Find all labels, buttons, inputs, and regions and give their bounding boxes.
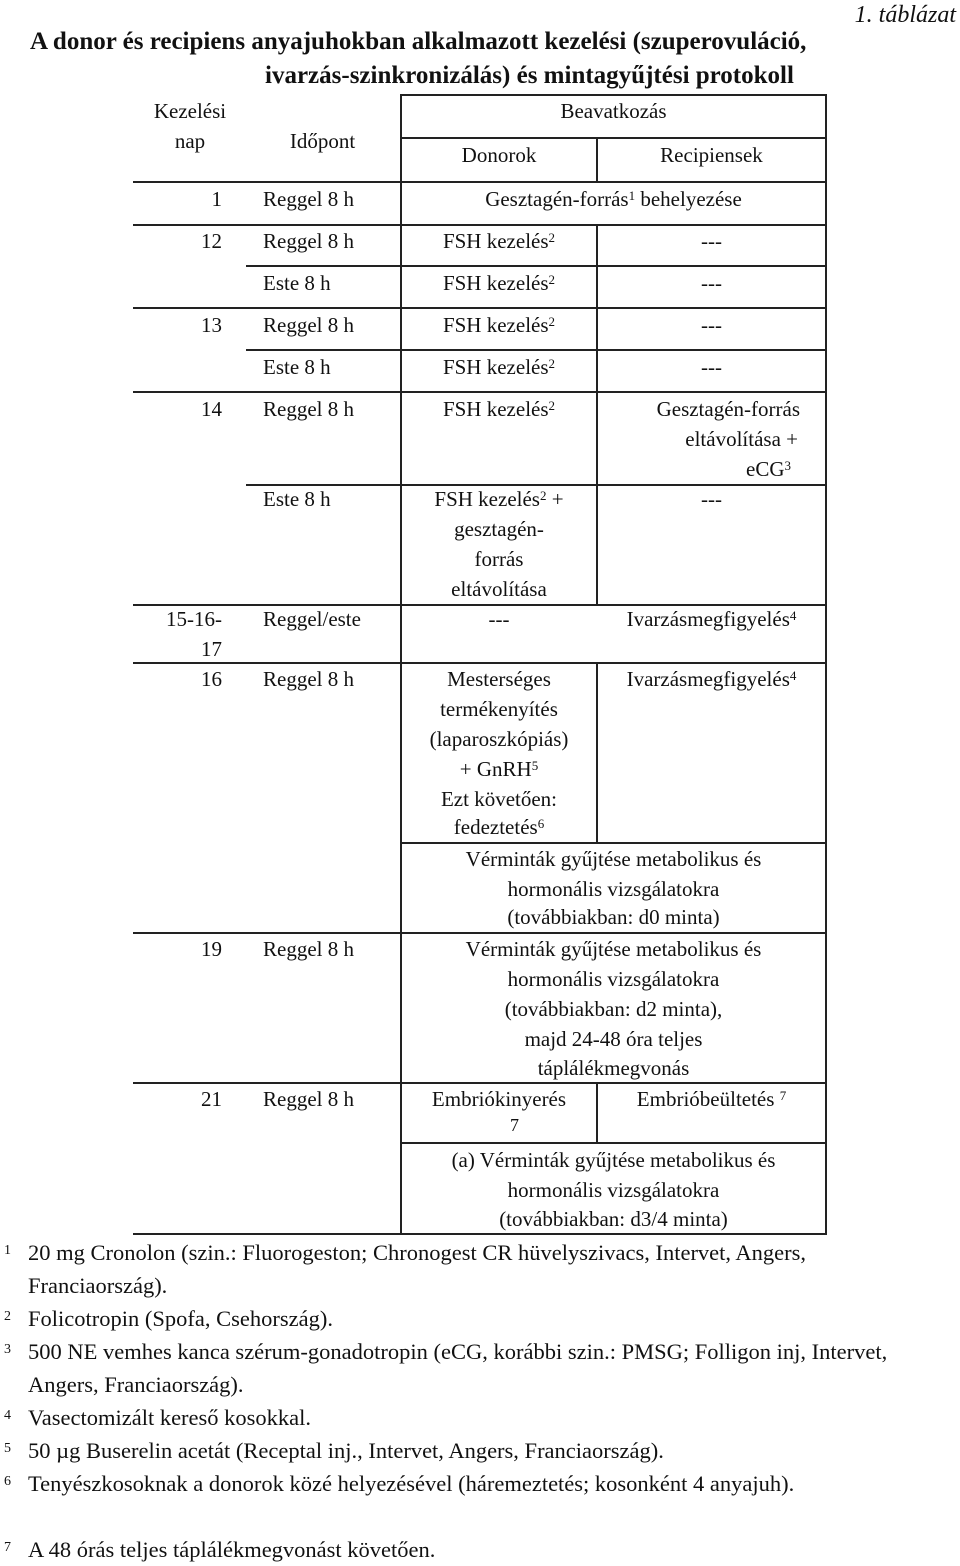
row10-line1: Vérminták gyűjtése metabolikus és	[465, 847, 762, 871]
row11-line3: (továbbiakban: d2 minta),	[504, 997, 723, 1021]
row10-line2: hormonális vizsgálatokra	[507, 877, 720, 901]
row11-line2: hormonális vizsgálatokra	[507, 967, 720, 991]
row7-time: Este 8 h	[263, 487, 331, 511]
row3-donor: FSH kezelés$^2$	[442, 271, 556, 295]
header-time: Időpont	[289, 129, 356, 153]
row7-donor-line1: FSH kezelés$^2$ +	[434, 487, 564, 511]
footnote-1: 1 20 mg Cronolon (szin.: Fluorogeston; Chronogest CR hüvelyszivacs, Intervet, Angers, Franciaország).	[4, 1240, 807, 1298]
row12-time: Reggel 8 h	[263, 1087, 354, 1111]
table-title-line2: ivarzás-szinkronizálás) és mintagyűjtési protokoll	[265, 62, 794, 89]
row4-day: 13	[201, 313, 222, 337]
row6-recipient-line1: Gesztagén-forrás	[656, 397, 800, 421]
row9-donor-line3: (laparoszkópiás)	[429, 727, 569, 751]
footnote-6: 6 Tenyészkosoknak a donorok közé helyezésével (háremeztetés; kosonként 4 anyajuh).	[4, 1471, 795, 1496]
table-title-line1: A donor és recipiens anyajuhokban alkalmazott kezelési (szuperovuláció,	[30, 28, 807, 55]
row8-day-line1: 15-16-	[166, 607, 222, 631]
row6-donor: FSH kezelés$^2$	[442, 397, 556, 421]
row4-time: Reggel 8 h	[263, 313, 354, 337]
row13-line3: (továbbiakban: d3/4 minta)	[499, 1207, 728, 1231]
row13-line1: (a) Vérminták gyűjtése metabolikus és	[451, 1148, 776, 1172]
row1-intervention: Gesztagén-forrás$^1$ behelyezése	[485, 187, 742, 211]
row8-time: Reggel/este	[263, 607, 361, 631]
row5-time: Este 8 h	[263, 355, 331, 379]
row11-line4: majd 24-48 óra teljes	[524, 1027, 703, 1051]
row6-recipient-line2: eltávolítása +	[685, 427, 798, 451]
row9-donor-line1: Mesterséges	[447, 667, 551, 691]
footnote-3: 3 500 NE vemhes kanca szérum-gonadotropin (eCG, korábbi szin.: PMSG; Folligon inj, Intervet, Angers, Franciaország).	[4, 1339, 888, 1397]
footnote-2: 2 Folicotropin (Spofa, Csehország).	[4, 1306, 333, 1331]
row7-donor-line2: gesztagén-	[454, 517, 544, 541]
row11-line1: Vérminták gyűjtése metabolikus és	[465, 937, 762, 961]
row7-donor-line4: eltávolítása	[451, 577, 547, 601]
row11-day: 19	[201, 937, 222, 961]
footnote-7: 7 A 48 órás teljes táplálékmegvonást követően.	[4, 1537, 436, 1562]
header-day-line2: nap	[174, 129, 206, 153]
row3-recipient: ---	[701, 271, 722, 295]
row13-line2: hormonális vizsgálatokra	[507, 1178, 720, 1202]
row6-day: 14	[201, 397, 222, 421]
row8-donor: ---	[488, 607, 510, 631]
row3-time: Este 8 h	[263, 271, 331, 295]
row1-day: 1	[211, 187, 222, 211]
row4-donor: FSH kezelés$^2$	[442, 313, 556, 337]
footnote-5: 5 50 µg Buserelin acetát (Receptal inj., Intervet, Angers, Franciaország).	[4, 1438, 664, 1463]
row8-day-line2: 17	[201, 637, 222, 661]
row9-donor-line4: + GnRH$^5$	[459, 757, 539, 781]
row9-day: 16	[201, 667, 222, 691]
row11-time: Reggel 8 h	[263, 937, 354, 961]
row6-recipient-line3: eCG$^3$	[746, 457, 791, 481]
row9-donor-line5: Ezt követően:	[440, 787, 558, 811]
row7-donor-line3: forrás	[474, 547, 524, 571]
row1-time: Reggel 8 h	[263, 187, 354, 211]
header-donors: Donorok	[461, 143, 537, 167]
row11-line5: táplálékmegvonás	[537, 1056, 690, 1080]
header-day-line1: Kezelési	[153, 99, 227, 123]
row7-recipient: ---	[701, 487, 722, 511]
row12-donor-line2: 7	[510, 1115, 519, 1135]
row2-day: 12	[201, 229, 222, 253]
row6-time: Reggel 8 h	[263, 397, 354, 421]
header-recipients: Recipiensek	[660, 143, 763, 167]
row9-donor-line6: fedeztetés$^6$	[453, 815, 545, 839]
footnote-4: 4 Vasectomizált kereső kosokkal.	[4, 1405, 312, 1430]
row8-recipient: Ivarzásmegfigyelés$^4$	[626, 607, 797, 631]
row9-time: Reggel 8 h	[263, 667, 354, 691]
header-intervention: Beavatkozás	[560, 99, 667, 123]
row5-donor: FSH kezelés$^2$	[442, 355, 556, 379]
row5-recipient: ---	[701, 355, 722, 379]
row9-donor-line2: termékenyítés	[440, 697, 558, 721]
row12-recipient: Embrióbeültetés $^7$	[636, 1087, 787, 1111]
row2-recipient: ---	[701, 229, 722, 253]
row2-time: Reggel 8 h	[263, 229, 354, 253]
row4-recipient: ---	[701, 313, 722, 337]
table-label: 1. táblázat	[854, 2, 956, 28]
row9-recipient: Ivarzásmegfigyelés$^4$	[626, 667, 797, 691]
row2-donor: FSH kezelés$^2$	[442, 229, 556, 253]
row10-line3: (továbbiakban: d0 minta)	[507, 905, 720, 929]
row12-donor-line1: Embriókinyerés	[431, 1087, 567, 1111]
row12-day: 21	[201, 1087, 222, 1111]
